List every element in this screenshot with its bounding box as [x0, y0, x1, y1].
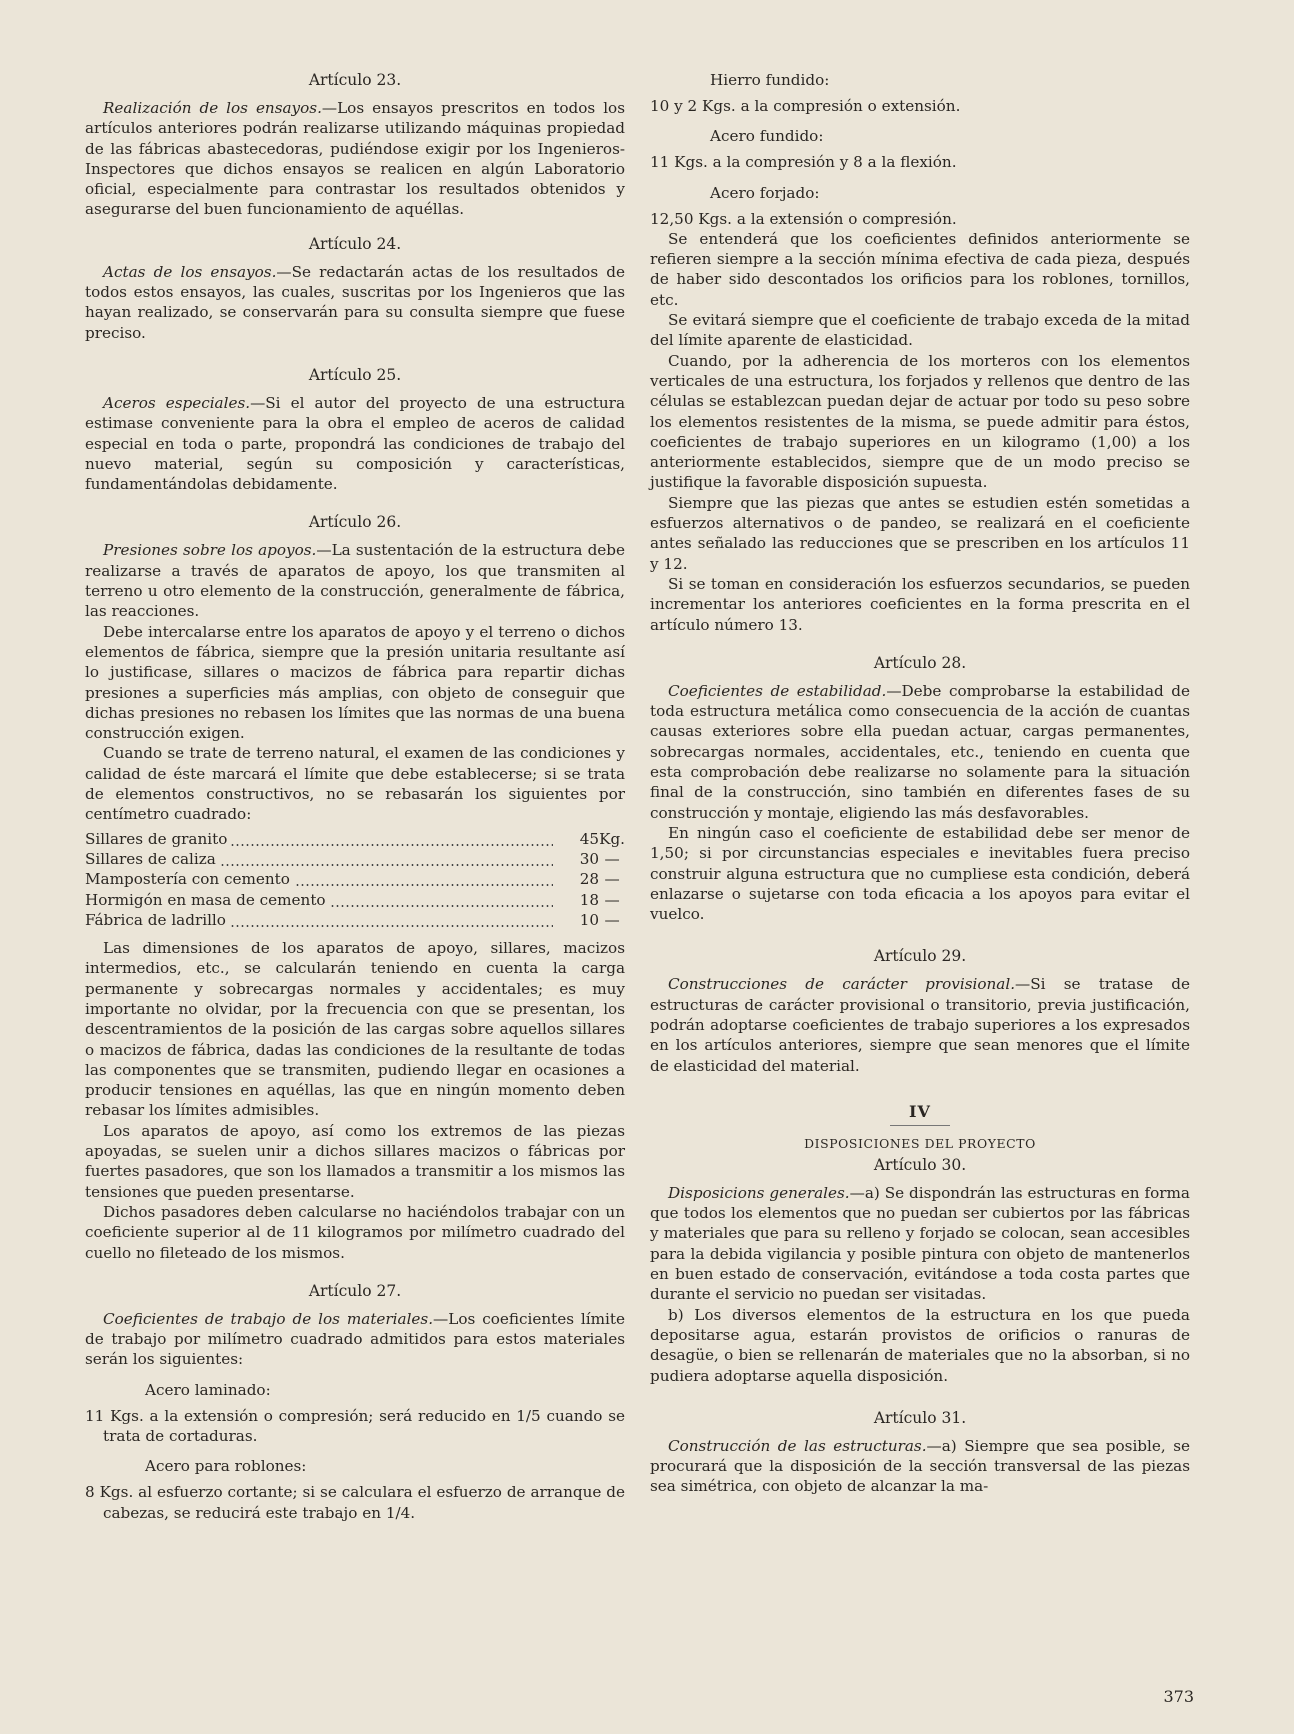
material-value: 11 Kgs. a la compresión y 8 a la flexión. — [650, 153, 957, 172]
paragraph: En ningún caso el coeficiente de estabilidad debe ser menor de 1,50; si por circunstancias especiales e inevitables fuera preciso construir alguna estructura que no cumpliese esta condición, deberá enlazarse o sujetarse con toda eficacia a los apoyos para evitar el vuelco. — [650, 823, 1190, 924]
material-label: Hierro fundido: — [710, 71, 830, 89]
table-row — [85, 829, 625, 849]
article-body: —a) Se dispondrán las estructuras en forma que todos los elementos que no puedan ser cubiertos por las fábricas y materiales que para su relleno y forjado se colocan, sean accesibles para la debida vigilancia y posible pintura con objeto de mantenerlos en buen estado de conservación, evitándose a toda costa partes que durante el servicio no puedan ser visitadas. — [650, 1183, 1190, 1304]
table-row-label: Hormigón en masa de cemento — [85, 891, 330, 909]
article-heading: Artículo 24. — [308, 234, 402, 253]
article-body: —Los ensayos prescritos en todos los artículos anteriores podrán realizarse utilizando máquinas propiedad de las fábricas abastecedoras, pudiéndose exigir por los Ingenieros-Inspectores que dichos ensayos se realicen en algún Laboratorio oficial, especialmente para contrastar los resultados obtenidos y asegurarse del buen funcionamiento de aquéllas. — [85, 99, 625, 219]
article-body: —Debe comprobarse la estabilidad de toda estructura metálica como consecuencia de la acción de cuantas causas exteriores sobre ella puedan actuar, cargas permanentes, sobrecargas normales, accidentales, etc., teniendo en cuenta que esta comprobación debe realizarse no solamente para la situación final de la construcción, sino también en diferentes fases de su construcción y montaje, eligiendo las más desfavorables. — [650, 681, 1190, 822]
article-body: —Si se tratase de estructuras de carácter provisional o transitorio, previa justificación, podrán adoptarse coeficientes de trabajo superiores a los expresados en los artículos anteriores, siempre que sean menores que el límite de elasticidad del material. — [650, 975, 1190, 1075]
material-value: 10 y 2 Kgs. a la compresión o extensión. — [650, 97, 961, 115]
table-row-label: Sillares de caliza — [85, 850, 220, 868]
table-row — [85, 869, 625, 889]
article-body: —Se redactarán actas de los resultados de todos estos ensayos, las cuales, suscritas por los Ingenieros que las hayan realizado, se conservarán para su consulta siempre que fuese preciso. — [85, 262, 625, 342]
material-value: 8 Kgs. al esfuerzo cortante; si se calculara el esfuerzo de arranque de cabezas, se reducirá este trabajo en 1/4. — [85, 1483, 625, 1522]
table-row-value: 30 — [579, 849, 600, 868]
article-lead: Coeficientes de estabilidad. — [668, 681, 887, 700]
material-label: Acero para roblones: — [145, 1457, 307, 1476]
right-column — [650, 70, 1190, 1497]
article-heading: Artículo 25. — [308, 365, 402, 384]
article-paragraph — [85, 262, 625, 343]
article-paragraph — [650, 1183, 1190, 1305]
article-body: —a) Siempre que sea posible, se procurará que la disposición de la sección transversal de las piezas sea simétrica, con objeto de alcanzar la ma- — [650, 1436, 1191, 1496]
article-lead: Construcciones de carácter provisional. — [668, 975, 1016, 994]
article-body: —Los coeficientes límite de trabajo por milímetro cuadrado admitidos para estos materiales serán los siguientes: — [85, 1309, 625, 1369]
article-heading: Artículo 26. — [308, 513, 402, 532]
article-paragraph — [85, 98, 625, 220]
article-paragraph — [85, 1309, 625, 1370]
article-paragraph — [85, 540, 625, 621]
paragraph: Las dimensiones de los aparatos de apoyo, sillares, macizos intermedios, etc., se calcularán teniendo en cuenta la carga permanente y sobrecargas normales y accidentales; es muy importante no olvidar, por la frecuencia con que se presentan, los descentramientos de la posición de las cargas sobre aquellos sillares o macizos de fábrica, dadas las condiciones de la resultante de todas las componentes que se transmiten, pudiendo llegar en ocasiones a producir tensiones en aquéllas, las que en ningún momento deben rebasar los límites admisibles. — [85, 939, 625, 1120]
table-row — [85, 849, 625, 869]
article-lead: Presiones sobre los apoyos. — [103, 541, 317, 560]
paragraph: Cuando se trate de terreno natural, el examen de las condiciones y calidad de éste marcará el límite que debe establecerse; si se trata de elementos constructivos, no se rebasarán los siguientes por centímetro cuadrado: — [85, 744, 625, 824]
paragraph: Se entenderá que los coeficientes definidos anteriormente se refieren siempre a la sección mínima efectiva de cada pieza, después de haber sido descontados los orificios para los roblones, tornillos, etc. — [650, 229, 1190, 309]
table-row-unit: — — [604, 849, 620, 868]
article-paragraph — [650, 681, 1190, 823]
material-label: Acero forjado: — [710, 183, 820, 202]
table-row-value: 28 — [579, 870, 600, 889]
article-lead: Coeficientes de trabajo de los materiales. — [103, 1309, 434, 1328]
table-row — [85, 910, 625, 930]
article-lead: Realización de los ensayos. — [103, 99, 322, 117]
article-lead: Aceros especiales. — [103, 393, 251, 412]
article-paragraph — [85, 393, 625, 494]
article-paragraph — [650, 974, 1190, 1075]
article-heading: Artículo 28. — [873, 653, 967, 672]
section-number: IV — [909, 1101, 931, 1121]
table-row-label: Sillares de granito — [85, 830, 231, 848]
paragraph: Los aparatos de apoyo, así como los extremos de las piezas apoyadas, se suelen unir a dichos sillares macizos o fábricas por fuertes pasadores, que son los llamados a transmitir a los mismos las tensiones que pueden presentarse. — [85, 1121, 625, 1201]
table-row-value: 10 — [579, 910, 600, 929]
article-lead: Actas de los ensayos. — [103, 262, 277, 281]
table-row — [85, 890, 625, 910]
table-row-unit: — — [604, 870, 620, 889]
table-row-value: 18 — [579, 890, 600, 909]
paragraph: Debe intercalarse entre los aparatos de apoyo y el terreno o dichos elementos de fábrica, siempre que la presión unitaria resultante así lo justificase, sillares o macizos de fábrica para repartir dichas presiones a superficies más amplias, con objeto de conseguir que dichas presiones no rebasen los límites que las normas de una buena construcción exigen. — [85, 622, 625, 743]
table-row-label: Mampostería con cemento — [85, 870, 294, 888]
material-value: 11 Kgs. a la extensión o compresión; será reducido en 1/5 cuando se trata de cortaduras. — [85, 1406, 625, 1446]
article-heading: Artículo 27. — [308, 1281, 402, 1300]
article-body: —La sustentación de la estructura debe realizarse a través de aparatos de apoyo, los que transmiten al terreno u otro elemento de la construcción, generalmente de fábrica, las reacciones. — [85, 541, 626, 621]
article-lead: Disposicions generales. — [668, 1183, 850, 1202]
paragraph: Siempre que las piezas que antes se estudien estén sometidas a esfuerzos alternativos o de pandeo, se realizará en el coeficiente antes señalado las reducciones que se prescriben en los artículos 11 y 12. — [650, 493, 1190, 573]
section-title: DISPOSICIONES DEL PROYECTO — [804, 1135, 1036, 1151]
table-row-unit: — — [604, 890, 620, 909]
article-lead: Construcción de las estructuras. — [668, 1436, 927, 1455]
table-row-unit: Kg. — [599, 829, 625, 848]
left-column — [85, 70, 625, 1523]
table-row-label: Fábrica de ladrillo — [85, 911, 230, 929]
article-heading: Artículo 23. — [308, 71, 402, 89]
article-heading: Artículo 31. — [873, 1408, 967, 1427]
paragraph: Se evitará siempre que el coeficiente de trabajo exceda de la mitad del límite aparente de elasticidad. — [650, 311, 1190, 350]
material-value: 12,50 Kgs. a la extensión o compresión. — [650, 209, 957, 228]
paragraph: Cuando, por la adherencia de los morteros con los elementos verticales de una estructura, los forjados y rellenos que dentro de las células se establezcan puedan dejar de actuar por todo su peso sobre los elementos resistentes de la misma, se puede admitir para éstos, coeficientes de trabajo superiores en un kilogramo (1,00) a los anteriormente establecidos, siempre que de un modo preciso se justifique la favorable disposición supuesta. — [650, 351, 1190, 492]
material-label: Acero fundido: — [710, 127, 824, 146]
paragraph: Dichos pasadores deben calcularse no haciéndolos trabajar con un coeficiente superior al de 11 kilogramos por milímetro cuadrado del cuello no fileteado de los mismos. — [85, 1202, 625, 1262]
paragraph: Si se toman en consideración los esfuerzos secundarios, se pueden incrementar los anteriores coeficientes en la forma prescrita en el artículo número 13. — [650, 574, 1190, 634]
table-row-value: 45 — [579, 829, 600, 848]
article-heading: Artículo 30. — [873, 1155, 967, 1174]
load-limits-table — [85, 829, 625, 930]
paragraph: b) Los diversos elementos de la estructura en los que pueda depositarse agua, estarán provistos de orificios o ranuras de desagüe, o bien se rellenarán de materiales que no la absorban, si no pudiera adoptarse aquella disposición. — [650, 1305, 1190, 1385]
material-label: Acero laminado: — [145, 1380, 271, 1399]
section-divider — [890, 1125, 950, 1126]
table-row-unit: — — [604, 910, 620, 929]
page-number: 373 — [1163, 1687, 1194, 1706]
article-paragraph — [650, 1436, 1190, 1497]
article-body: —Si el autor del proyecto de una estructura estimase conveniente para la obra el empleo de aceros de calidad especial en toda o parte, propondrá las condiciones de trabajo del nuevo material, según su composición y características, fundamentándolas debidamente. — [85, 393, 626, 494]
article-heading: Artículo 29. — [873, 947, 967, 966]
